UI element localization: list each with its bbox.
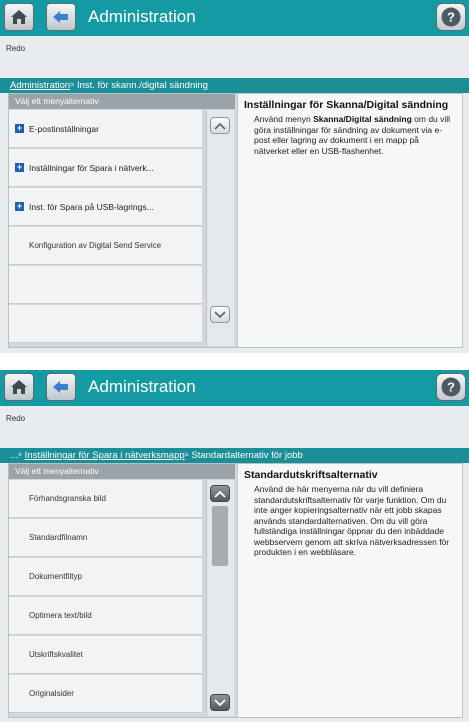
menu-item-preview-image[interactable] (9, 480, 202, 518)
scroll-down-button[interactable] (210, 694, 230, 711)
back-arrow-icon (51, 378, 71, 396)
breadcrumb (0, 448, 469, 463)
menu-panel (8, 93, 463, 348)
help-icon (440, 6, 462, 28)
menu-list-header: Välj ett menyalternativ (9, 464, 235, 479)
description-text: Använd de här menyerna när du vill definiera standardutskriftsalternativ för varje funktion. Om du inte anger kopieringsalternativ när ett jobb skapas används standardalternativen. Om du vill göra fullständiga inställningar öppnar du den inbäddade webbservern genom att skriva nätverksadressen för produkten i en webbläsare. (254, 484, 450, 557)
menu-item-output-quality[interactable] (9, 636, 202, 674)
scrollbar[interactable] (206, 110, 234, 346)
breadcrumb-ellipsis[interactable]: ... (10, 450, 18, 461)
menu-item-document-file-type[interactable] (9, 558, 202, 596)
menu-panel (8, 463, 463, 718)
breadcrumb (0, 78, 469, 93)
expand-icon: + (16, 123, 23, 133)
menu-item-label: Utskriftskvalitet (29, 650, 83, 659)
chevron-down-icon (214, 311, 226, 319)
expand-icon: + (16, 201, 23, 211)
menu-list-header: Välj ett menyalternativ (9, 94, 235, 109)
svg-text:?: ? (447, 9, 455, 25)
top-bar (0, 370, 469, 406)
screen-2 (0, 370, 469, 722)
help-icon (440, 376, 462, 398)
breadcrumb-separator: > (184, 452, 189, 459)
menu-item-label: Dokumentfiltyp (29, 572, 82, 581)
menu-item-default-filename[interactable] (9, 519, 202, 557)
menu-item-optimize-text-image[interactable] (9, 597, 202, 635)
menu-item-label: Optimera text/bild (29, 611, 92, 620)
breadcrumb-link-administration[interactable]: Administration (10, 80, 71, 91)
menu-item-label: Standardfilnamn (29, 533, 88, 542)
back-button[interactable] (46, 373, 76, 401)
chevron-up-icon (214, 122, 226, 130)
menu-list (9, 94, 235, 347)
top-bar (0, 0, 469, 36)
description-title: Standardutskriftsalternativ (244, 469, 378, 481)
menu-item-save-to-network[interactable] (9, 149, 202, 187)
home-icon (9, 378, 29, 396)
expand-icon: + (16, 162, 23, 172)
breadcrumb-current: Inst. för skann./digital sändning (76, 80, 208, 91)
menu-item-empty (9, 266, 202, 304)
description-pane (237, 94, 462, 347)
menu-item-label: Konfiguration av Digital Send Service (29, 241, 162, 250)
page-title: Administration (88, 377, 196, 396)
breadcrumb-link-save-to-network[interactable]: Inställningar för Spara i nätverksmapp (24, 450, 185, 461)
scroll-down-button[interactable] (210, 306, 230, 323)
menu-item-label: Originalsider (29, 689, 74, 698)
description-pane (237, 464, 462, 717)
screen-1 (0, 0, 469, 353)
scrollbar[interactable] (206, 480, 234, 716)
menu-item-label: Förhandsgranska bild (29, 494, 106, 503)
divider (0, 353, 469, 370)
menu-item-label: E-postinställningar (29, 123, 99, 134)
breadcrumb-current: Standardalternativ för jobb (191, 450, 303, 461)
menu-item-save-to-usb[interactable] (9, 188, 202, 226)
status-text: Redo (6, 44, 26, 53)
chevron-up-icon (214, 490, 226, 498)
scroll-thumb[interactable] (212, 506, 228, 566)
home-icon (9, 8, 29, 26)
page-title: Administration (88, 7, 196, 26)
breadcrumb-separator: > (70, 82, 75, 89)
scroll-up-button[interactable] (210, 485, 230, 502)
menu-item-label: Inst. för Spara på USB-lagrings... (29, 201, 154, 212)
status-text: Redo (6, 414, 26, 423)
menu-item-digital-send-config[interactable] (9, 227, 202, 265)
menu-list (9, 464, 235, 717)
menu-item-label: Inställningar för Spara i nätverk... (29, 162, 154, 173)
chevron-down-icon (214, 699, 226, 707)
help-button[interactable] (436, 3, 466, 31)
scroll-up-button[interactable] (210, 117, 230, 134)
home-button[interactable] (4, 3, 34, 31)
breadcrumb-separator: > (17, 452, 23, 459)
description-text: Använd menyn Skanna/Digital sändning om du vill göra inställningar för sändning av dokument via e-post eller lagring av dokument i en mapp på nätverket eller en USB-flashenhet. (254, 114, 451, 156)
back-button[interactable] (46, 3, 76, 31)
home-button[interactable] (4, 373, 34, 401)
svg-text:?: ? (447, 379, 455, 395)
back-arrow-icon (51, 8, 71, 26)
menu-item-email-settings[interactable] (9, 110, 202, 148)
description-title: Inställningar för Skanna/Digital sändning (244, 99, 449, 111)
help-button[interactable] (436, 373, 466, 401)
menu-item-empty (9, 305, 202, 343)
menu-item-original-sides[interactable] (9, 675, 202, 713)
